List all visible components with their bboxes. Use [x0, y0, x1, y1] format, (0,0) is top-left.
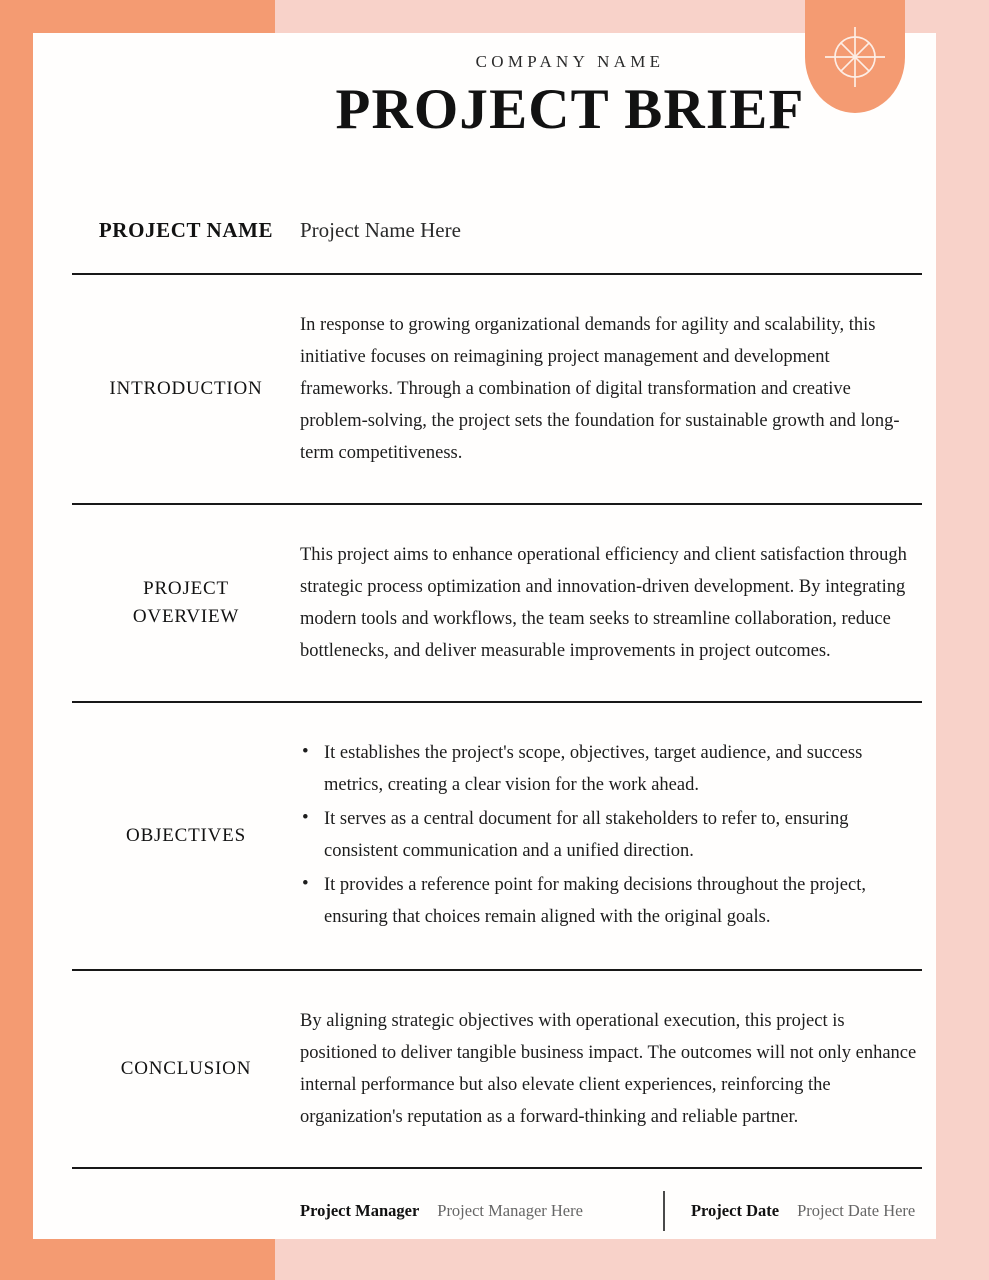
footer-project-manager	[300, 1201, 583, 1221]
footer-divider	[663, 1191, 665, 1231]
body-objectives	[300, 703, 922, 969]
project-overview-text: This project aims to enhance operational efficiency and client satisfaction through strategic process optimization and innovation-driven development. By integrating modern tools and workflows, the team seeks to streamline collaboration, reduce bottlenecks, and deliver measurable improvements in project outcomes.	[300, 545, 907, 661]
list-item: • It establishes the project's scope, objectives, target audience, and success metrics, creating a clear vision for the work ahead.	[324, 737, 922, 801]
body-introduction	[300, 275, 922, 503]
emblem-tab	[805, 0, 905, 113]
label-conclusion: CONCLUSION	[120, 1057, 252, 1079]
label-introduction: INTRODUCTION	[109, 377, 263, 399]
introduction-text: In response to growing organizational demands for agility and scalability, this initiative focuses on reimagining project management and development frameworks. Through a combination of digital transformation and creative problem-solving, the project sets the foundation for sustainable growth and long-term competitiveness.	[300, 315, 900, 463]
footer-manager-label: Project Manager	[300, 1201, 420, 1220]
footer-date-label: Project Date	[690, 1201, 780, 1220]
row-conclusion	[72, 971, 922, 1169]
footer-project-date	[691, 1201, 915, 1221]
page-title: PROJECT BRIEF	[335, 78, 805, 141]
document-header	[270, 52, 870, 140]
objectives-list	[300, 737, 922, 933]
label-objectives: OBJECTIVES	[126, 824, 246, 846]
label-project-name: PROJECT NAME	[98, 218, 274, 242]
label-project-overview-line1: PROJECT	[143, 577, 229, 599]
conclusion-text: By aligning strategic objectives with operational execution, this project is positioned to deliver tangible business impact. The outcomes will not only enhance internal performance but also elevate client experiences, reinforcing the organization's reputation as a forward-thinking and reliable partner.	[300, 1011, 917, 1127]
company-name: COMPANY NAME	[475, 52, 665, 71]
row-objectives	[72, 703, 922, 971]
body-conclusion	[300, 971, 922, 1167]
value-project-name: Project Name Here	[300, 218, 461, 242]
label-project-overview	[72, 565, 300, 642]
label-project-overview-line2: OVERVIEW	[132, 606, 240, 627]
list-item: • It provides a reference point for making decisions throughout the project, ensuring that choices remain aligned with the original goals.	[324, 869, 922, 933]
brief-table	[72, 200, 922, 1249]
document-footer	[72, 1169, 922, 1249]
row-introduction	[72, 275, 922, 505]
row-project-overview	[72, 505, 922, 703]
body-project-overview	[300, 505, 922, 701]
row-project-name	[72, 200, 922, 275]
footer-date-value: Project Date Here	[797, 1201, 916, 1220]
footer-manager-value: Project Manager Here	[437, 1201, 583, 1220]
list-item: • It serves as a central document for all stakeholders to refer to, ensuring consistent communication and a unified direction.	[324, 803, 922, 867]
